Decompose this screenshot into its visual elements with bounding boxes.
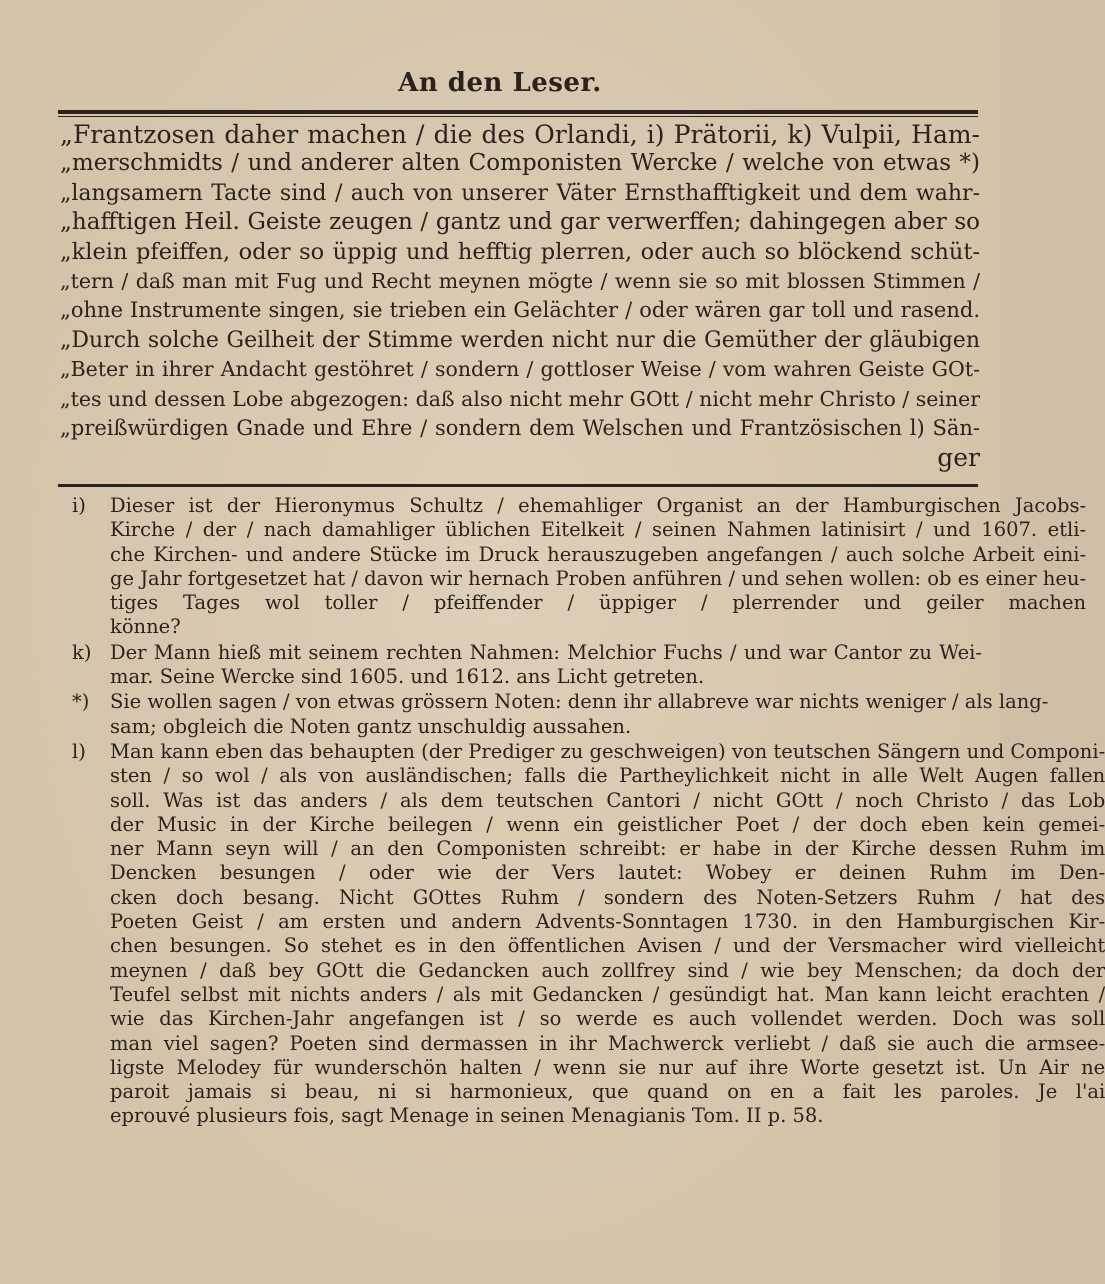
footnote-k (72, 641, 982, 690)
running-header: An den Leser. (398, 68, 602, 98)
footnote-line: ligste Melodey für wunderschön halten / wenn sie nur auf ihre Worte gesetzt ist. Un Air ne (110, 1055, 1105, 1079)
footnote-mark: i) (72, 494, 86, 517)
footnote-line: wie das Kirchen-Jahr angefangen ist / so werde es auch vollendet werden. Doch was soll (110, 1007, 1105, 1031)
footnote-line: man viel sagen? Poeten sind dermassen in ihr Machwerck verliebt / daß sie auch die armsee- (110, 1031, 1105, 1055)
footnote-line: Dencken besungen / oder wie der Vers lautet: Wobey er deinen Ruhm im Den- (110, 861, 1105, 885)
catchword: ger (937, 443, 980, 473)
footnote-line: ge Jahr fortgesetzet hat / davon wir hernach Proben anführen / und sehen wollen: ob es einer heu- (110, 566, 1087, 590)
header-rule (58, 110, 978, 117)
footnote-line: könne? (110, 615, 181, 639)
footnote-mark: l) (72, 739, 86, 763)
text-line: „Durch solche Geilheit der Stimme werden nicht nur die Gemüther der gläubigen (60, 327, 980, 353)
text-line: „ohne Instrumente singen, sie trieben ein Gelächter / oder wären gar toll und rasend. (60, 298, 980, 323)
footnote-line: mar. Seine Wercke sind 1605. und 1612. ans Licht getreten. (110, 665, 705, 689)
text-line: „merschmidts / und anderer alten Componisten Wercke / welche von etwas *) (60, 150, 980, 177)
text-line: „Beter in ihrer Andacht gestöhret / sondern / gottloser Weise / vom wahren Geiste GOt- (60, 357, 980, 382)
text-line: „klein pfeiffen, oder so üppig und hefftig plerren, oder auch so blöckend schüt- (60, 238, 980, 265)
footnote-line: Sie wollen sagen / von etwas grössern Noten: denn ihr allabreve war nichts weniger / als lang- (110, 690, 1049, 714)
footnote-line: Kirche / der / nach damahliger üblichen Eitelkeit / seinen Nahmen latinisirt / und 1607. etli- (110, 518, 1087, 542)
text-line: „tes und dessen Lobe abgezogen: daß also nicht mehr GOtt / nicht mehr Christo / seiner (60, 386, 981, 411)
footnote-line: sam; obgleich die Noten gantz unschuldig aussahen. (110, 714, 632, 738)
footnote-line: sten / so wol / als von ausländischen; falls die Partheylichkeit nicht in alle Welt Augen fallen (110, 764, 1105, 788)
text-line: „hafftigen Heil. Geiste zeugen / gantz und gar verwerffen; dahingegen aber so (60, 209, 980, 236)
footnote-line: che Kirchen- und andere Stücke im Druck herauszugeben angefangen / auch solche Arbeit eini- (110, 542, 1087, 566)
footnote-line: soll. Was ist das anders / als dem teutschen Cantori / nicht GOtt / noch Christo / das Lob (110, 788, 1105, 812)
footnote-line: Dieser ist der Hieronymus Schultz / ehemahliger Organist an der Hamburgischen Jacobs- (110, 494, 1087, 517)
footnote-rule (58, 484, 978, 489)
footnote-line: Man kann eben das behaupten (der Prediger zu geschweigen) von teutschen Sängern und Componi- (110, 739, 1105, 763)
text-line: „tern / daß man mit Fug und Recht meynen mögte / wenn sie so mit blossen Stimmen / (60, 268, 980, 293)
footnote-line: cken doch besang. Nicht GOttes Ruhm / sondern des Noten-Setzers Ruhm / hat des (110, 885, 1105, 909)
footnote-line: meynen / daß bey GOtt die Gedancken auch zollfrey sind / wie bey Menschen; da doch der (110, 958, 1105, 982)
footnote-line: Der Mann hieß mit seinem rechten Nahmen: Melchior Fuchs / und war Cantor zu Wei- (110, 640, 982, 664)
footnote-line: eprouvé plusieurs fois, sagt Menage in seinen Menagianis Tom. II p. 58. (110, 1104, 824, 1128)
footnote-mark: k) (72, 640, 92, 664)
text-line: „Frantzosen daher machen / die des Orlandi, i) Prätorii, k) Vulpii, Ham- (60, 120, 980, 149)
footnotes (72, 494, 1105, 1130)
footnote-line: Teufel selbst mit nichts anders / als mit Gedancken / gesündigt hat. Man kann leicht erachten / (110, 982, 1105, 1006)
text-line: „preißwürdigen Gnade und Ehre / sondern dem Welschen und Frantzösischen l) Sän- (60, 415, 980, 440)
footnote-line: chen besungen. So stehet es in den öffentlichen Avisen / und der Versmacher wird vielleicht (110, 934, 1105, 958)
footnote-mark: *) (72, 690, 90, 714)
footnote-line: der Music in der Kirche beilegen / wenn ein geistlicher Poet / der doch eben kein gemei- (110, 812, 1105, 836)
footnote-line: ner Mann seyn will / an den Componisten schreibt: er habe in der Kirche dessen Ruhm im (110, 837, 1105, 861)
footnote-line: Poeten Geist / am ersten und andern Advents-Sonntagen 1730. in den Hamburgischen Kir- (110, 910, 1105, 934)
main-text (60, 120, 980, 473)
footnote-i (72, 494, 1087, 640)
footnote-star (72, 690, 1049, 739)
footnote-line: tiges Tages wol toller / pfeiffender / üppiger / plerrender und geiler machen (110, 591, 1087, 615)
text-line: „langsamern Tacte sind / auch von unserer Väter Ernsthafftigkeit und dem wahr- (60, 180, 980, 206)
footnote-line: paroit jamais si beau, ni si harmonieux, que quand on en a fait les paroles. Je l'ai (110, 1080, 1105, 1104)
footnote-l (72, 739, 1105, 1129)
